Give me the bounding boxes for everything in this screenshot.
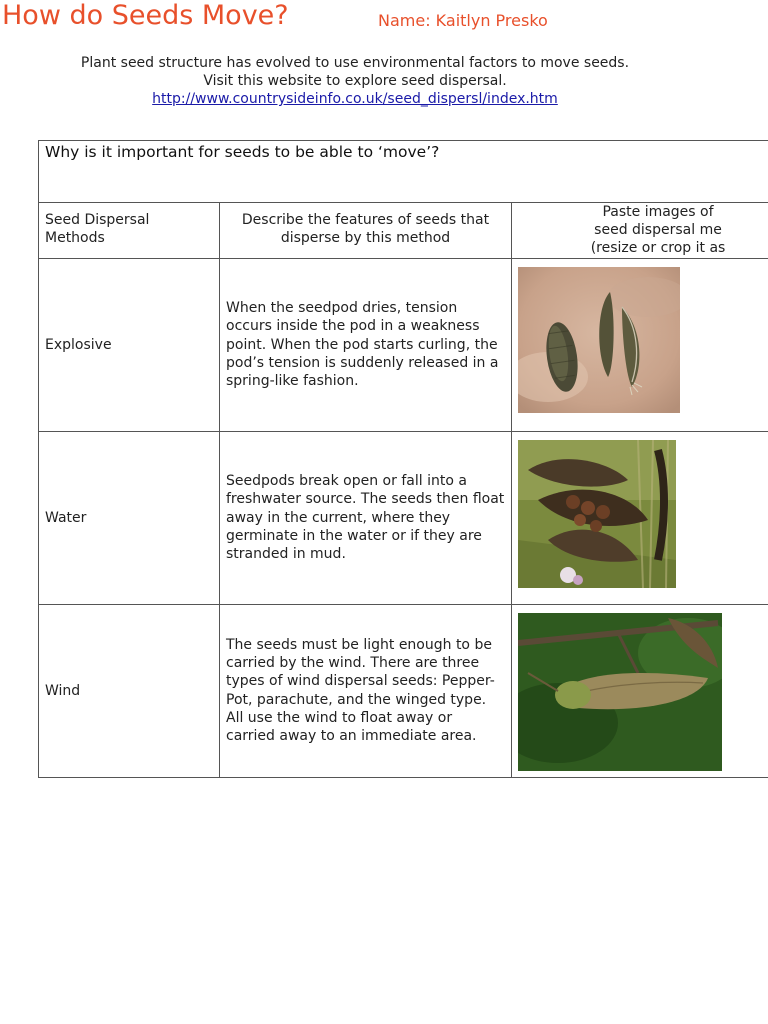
description-explosive[interactable]: When the seedpod dries, tension occurs inside the pod in a weakness point. When the pod starts curling, the pod’s tension is suddenly released in a spring-like fashion.: [220, 258, 512, 431]
question-text: Why is it important for seeds to be able to ‘move’?: [45, 143, 440, 161]
header-images-line1: Paste images of: [602, 204, 714, 220]
header-methods-line2: Methods: [45, 230, 105, 247]
image-cell-wind[interactable]: [512, 604, 768, 777]
header-methods-line1: Seed Dispersal: [45, 212, 150, 228]
table-row: [39, 258, 768, 431]
question-cell[interactable]: [39, 141, 768, 203]
header-images-line2: seed dispersal me: [594, 222, 722, 239]
intro-text: [0, 54, 710, 108]
image-cell-water[interactable]: [512, 431, 768, 604]
header-methods: [39, 203, 220, 259]
table-row: [39, 431, 768, 604]
intro-line-2: Visit this website to explore seed dispersal.: [203, 73, 507, 89]
seed-dispersal-table: [38, 140, 768, 778]
explosive-seedpod-photo[interactable]: [518, 267, 680, 413]
resource-link[interactable]: http://www.countrysideinfo.co.uk/seed_dispersl/index.htm: [152, 91, 558, 107]
wind-winged-seed-photo[interactable]: [518, 613, 722, 771]
description-water[interactable]: Seedpods break open or fall into a freshwater source. The seeds then float away in the current, where they germinate in the water or if they are stranded in mud.: [220, 431, 512, 604]
header-images-line3: (resize or crop it as: [590, 240, 726, 257]
method-wind: Wind: [39, 604, 220, 777]
header-images: [512, 203, 768, 259]
intro-line-1: Plant seed structure has evolved to use environmental factors to move seeds.: [80, 55, 630, 71]
water-seedpod-photo[interactable]: [518, 440, 676, 588]
method-water: Water: [39, 431, 220, 604]
page-title: How do Seeds Move?: [2, 0, 289, 31]
method-explosive: Explosive: [39, 258, 220, 431]
table-row: [39, 604, 768, 777]
student-name: Name: Kaitlyn Presko: [378, 11, 548, 30]
header-features: Describe the features of seeds that disperse by this method: [220, 203, 512, 259]
image-cell-explosive[interactable]: [512, 258, 768, 431]
description-wind[interactable]: The seeds must be light enough to be carried by the wind. There are three types of wind dispersal seeds: Pepper-Pot, parachute, and the winged type. All use the wind to float away or carried away to an immediate area.: [220, 604, 512, 777]
